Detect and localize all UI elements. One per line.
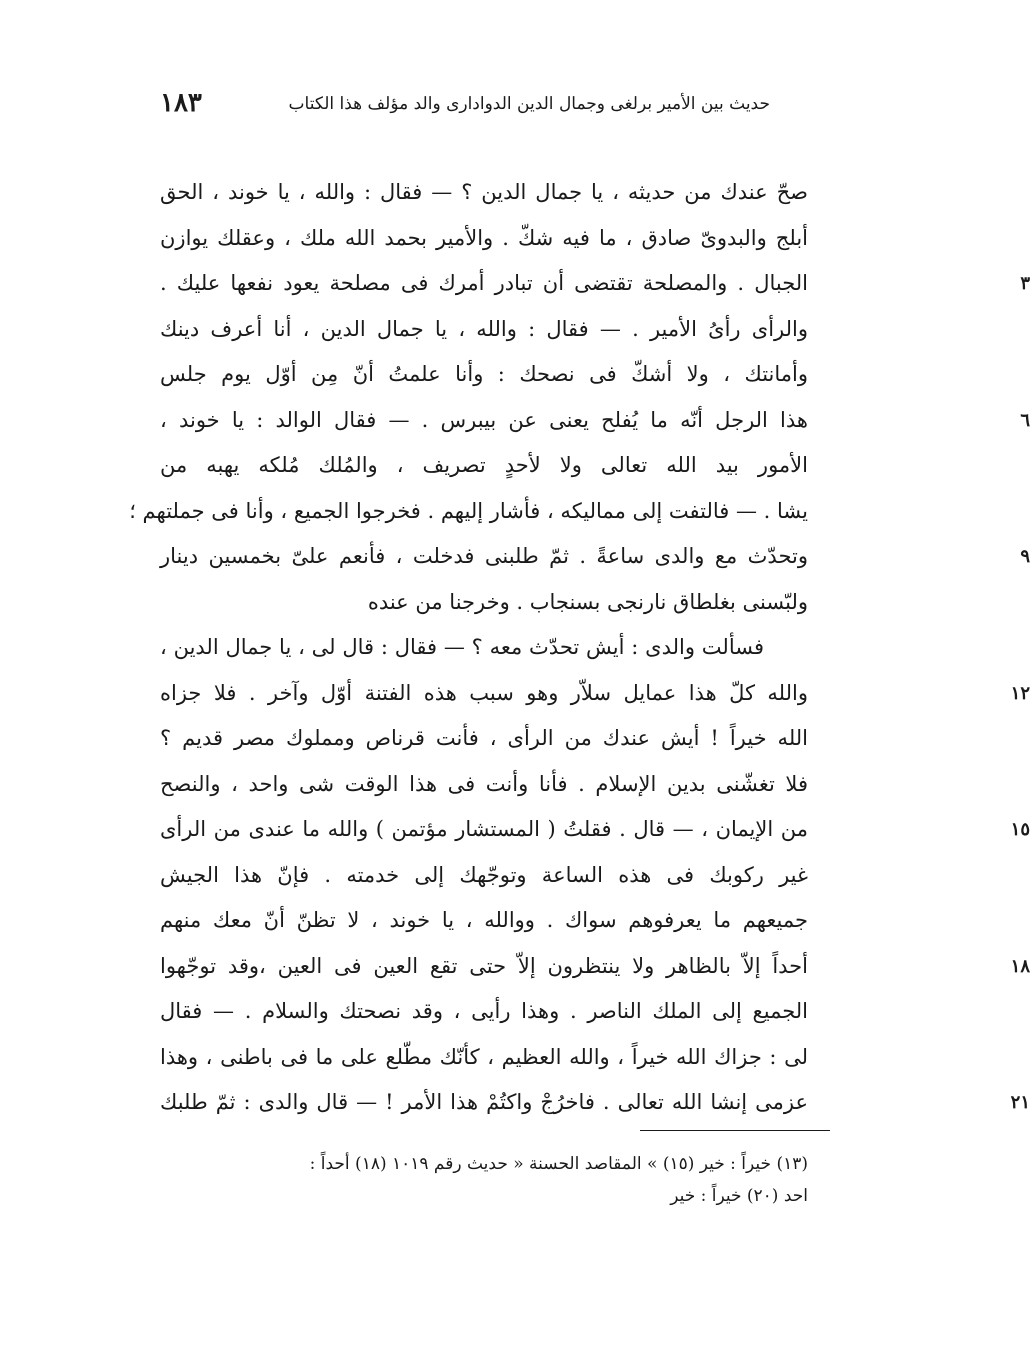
text-line: لى : جزاك الله خيراً ، والله العظيم ، كأنّك مطّلع على ما فى باطنى ، وهذا <box>160 1044 808 1069</box>
line-number: ١٨ <box>1010 955 1030 977</box>
text-line <box>160 261 1030 307</box>
text-line: جميعهم ما يعرفوهم سواك . ووالله ، يا خوند ، لا تظنّ أنّ معك منهم <box>160 908 808 932</box>
text-line: فلا تغشّنى بدين الإسلام . فأنا وأنت فى هذا الوقت شى واحد ، والنصح <box>160 771 808 796</box>
text-line <box>160 671 1030 717</box>
text-line: الله خيراً ! أيش عندك من الرأى ، فأنت قرناص ومملوك مصر قديم ؟ <box>160 726 808 750</box>
line-number: ٣ <box>1020 273 1030 294</box>
line-number: ٦ <box>1020 409 1030 431</box>
text-line <box>160 1080 1030 1126</box>
page-number: ١٨٣ <box>160 88 202 118</box>
text-line: يشا . — فالتفت إلى مماليكه ، فأشار إليهم . فخرجوا الجميع ، وأنا فى جملتهم ؛ <box>129 498 808 523</box>
paragraph-start-line: فسألت والدى : أيش تحدّث معه ؟ — فقال : قال لى ، يا جمال الدين ، <box>160 635 764 659</box>
body-text <box>129 170 1030 1126</box>
text-line <box>160 807 1030 853</box>
text-line: صحّ عندك من حديثه ، يا جمال الدين ؟ — فقال : والله ، يا خوند ، الحق <box>160 180 808 204</box>
text-line: والرأى رأىُ الأمير . — فقال : والله ، يا جمال الدين ، أنا أعرف دينك <box>160 316 808 341</box>
text-line <box>160 944 1030 990</box>
text-line-content: أحداً إلاّ بالظاهر ولا ينتظرون إلاّ حتى تقع العين فى العين ،وقد توجّهوا <box>160 953 808 978</box>
text-line <box>160 534 1030 580</box>
line-number: ١٢ <box>1010 682 1030 704</box>
text-line: أبلج والبدوىّ صادق ، ما فيه شكّ . والأمير بحمد الله ملك ، وعقلك يوازن <box>160 225 808 250</box>
text-line: ولبّسنى بغلطاق نارنجى بسنجاب . وخرجنا من عنده <box>367 589 808 614</box>
text-line: الأمور بيد الله تعالى ولا لأحدٍ تصريف ، والمُلك مُلكه يهبه من <box>160 453 808 477</box>
footnote-line: احد (٢٠) خيراً : خير <box>670 1186 808 1206</box>
text-line-content: الجبال . والمصلحة تقتضى أن تبادر أمرك فى مصلحة يعود نفعها عليك . <box>160 271 808 295</box>
text-line-content: وتحدّث مع والدى ساعةً . ثمّ طلبنى فدخلت ، فأنعم علىّ بخمسين دينار <box>160 544 808 568</box>
header-title: حديث بين الأمير برلغى وجمال الدين الدوادارى والد مؤلف هذا الكتاب <box>288 94 770 114</box>
line-number: ١٥ <box>1010 819 1030 840</box>
text-line: غير ركوبك فى هذه الساعة وتوجّهك إلى خدمته . فإنّ هذا الجيش <box>160 862 808 887</box>
footnotes <box>160 1148 808 1212</box>
text-line-content: والله كلّ هذا عمايل سلاّر وهو سبب هذه الفتنة أوّل وآخر . فلا جزاه <box>160 680 808 705</box>
text-line <box>160 398 1030 444</box>
line-number: ٢١ <box>1010 1092 1030 1113</box>
text-line: وأمانتك ، ولا أشكّ فى نصحك : وأنا علمتُ أنّ مِن أوّل يوم جلس <box>160 362 808 386</box>
line-number: ٩ <box>1020 546 1030 567</box>
footnote-line: (١٣) خيراً : خير (١٥) » المقاصد الحسنة « حديث رقم ١٠١٩ (١٨) أحداً : <box>309 1154 808 1174</box>
text-line-content: من الإيمان ، — قال . فقلتُ ( المستشار مؤتمن ) والله ما عندى من الرأى <box>160 817 808 841</box>
footnote-rule <box>640 1130 830 1131</box>
text-line: الجميع إلى الملك الناصر . وهذا رأيى ، وقد نصحتك والسلام . — فقال <box>160 999 808 1023</box>
text-line-content: هذا الرجل أنّه ما يُفلح يعنى عن بيبرس . — فقال الوالد : يا خوند ، <box>160 407 808 432</box>
text-line-content: عزمى إنشا الله تعالى . فاخرُجْ واكتُمْ هذا الأمر ! — قال والدى : ثمّ طلبك <box>160 1090 808 1114</box>
running-header <box>160 88 770 128</box>
